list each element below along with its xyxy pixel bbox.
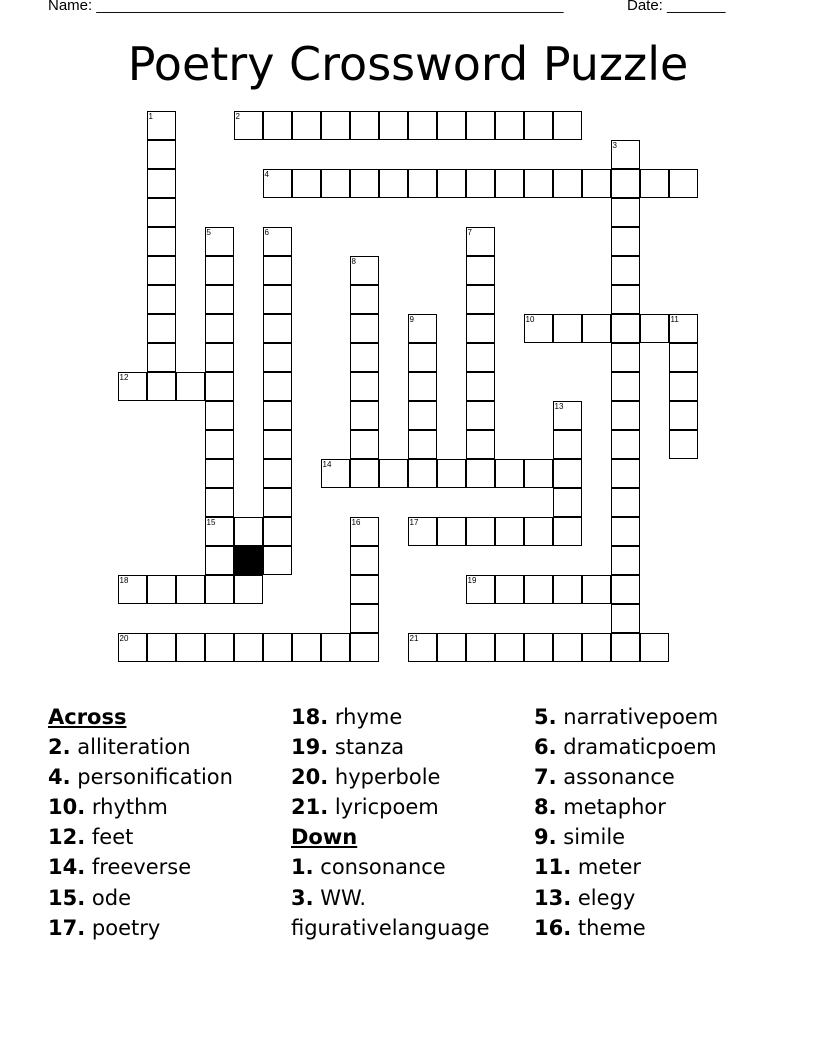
grid-cell[interactable] — [582, 633, 611, 662]
grid-cell[interactable] — [350, 343, 379, 372]
grid-cell[interactable] — [669, 169, 698, 198]
grid-cell[interactable] — [350, 459, 379, 488]
clue-item-number: 14. — [48, 855, 86, 880]
clue-number: 13 — [554, 401, 564, 411]
clue-number: 21 — [409, 633, 419, 643]
grid-cell[interactable] — [408, 314, 437, 343]
clue-item-answer: assonance — [563, 765, 675, 790]
clue-number: 8 — [351, 256, 356, 266]
clue-item-answer: simile — [563, 825, 626, 850]
clue-item-answer: metaphor — [563, 795, 666, 820]
grid-cell[interactable] — [611, 430, 640, 459]
clue-number: 6 — [264, 227, 269, 237]
grid-cell[interactable] — [466, 169, 495, 198]
grid-cell[interactable] — [524, 575, 553, 604]
grid-cell[interactable] — [205, 517, 234, 546]
grid-cell[interactable] — [350, 517, 379, 546]
grid-cell[interactable] — [553, 169, 582, 198]
grid-cell[interactable] — [147, 256, 176, 285]
grid-cell[interactable] — [611, 169, 640, 198]
grid-cell[interactable] — [553, 517, 582, 546]
grid-cell[interactable] — [321, 633, 350, 662]
grid-cell[interactable] — [205, 256, 234, 285]
grid-cell[interactable] — [582, 169, 611, 198]
grid-cell[interactable] — [234, 575, 263, 604]
grid-cell[interactable] — [437, 111, 466, 140]
grid-cell[interactable] — [147, 140, 176, 169]
clue-item — [534, 762, 718, 792]
grid-cell[interactable] — [321, 111, 350, 140]
clue-number: 10 — [525, 314, 535, 324]
grid-cell[interactable] — [466, 372, 495, 401]
grid-cell[interactable] — [408, 517, 437, 546]
clue-item-number: 13. — [534, 885, 572, 910]
grid-cell[interactable] — [263, 430, 292, 459]
clue-item-answer: elegy — [577, 885, 636, 910]
clue-item-answer: feet — [91, 825, 134, 850]
clue-item — [534, 883, 718, 913]
clue-item-answer: figurativelanguage — [291, 915, 490, 940]
grid-cell[interactable] — [611, 198, 640, 227]
grid-cell[interactable] — [524, 111, 553, 140]
clue-number: 1 — [148, 111, 153, 121]
grid-cell[interactable] — [118, 372, 147, 401]
grid-cell[interactable] — [263, 343, 292, 372]
grid-cell[interactable] — [263, 169, 292, 198]
clue-number: 5 — [206, 227, 211, 237]
clue-item-answer: lyricpoem — [334, 795, 439, 820]
grid-cell[interactable] — [147, 285, 176, 314]
grid-cell[interactable] — [263, 111, 292, 140]
grid-cell[interactable] — [524, 314, 553, 343]
clue-heading: Across — [48, 705, 127, 729]
clue-item — [48, 762, 233, 792]
grid-cell[interactable] — [408, 372, 437, 401]
grid-cell[interactable] — [582, 314, 611, 343]
grid-cell[interactable] — [611, 575, 640, 604]
grid-cell[interactable] — [611, 604, 640, 633]
grid-cell[interactable] — [205, 372, 234, 401]
grid-cell[interactable] — [669, 343, 698, 372]
grid-cell[interactable] — [611, 401, 640, 430]
grid-cell[interactable] — [611, 314, 640, 343]
grid-cell[interactable] — [205, 314, 234, 343]
grid-cell[interactable] — [350, 372, 379, 401]
clue-item-number: 6. — [534, 735, 557, 760]
grid-cell[interactable] — [408, 111, 437, 140]
clue-number: 3 — [612, 140, 617, 150]
grid-cell[interactable] — [205, 575, 234, 604]
clue-item-number: 1. — [291, 855, 314, 880]
grid-cell[interactable] — [205, 488, 234, 517]
date-field-label: Date: _______ — [627, 0, 726, 14]
grid-cell[interactable] — [176, 372, 205, 401]
clue-number: 12 — [119, 372, 129, 382]
clue-number: 14 — [322, 459, 332, 469]
clue-item-number: 12. — [48, 825, 86, 850]
clue-item-answer: personification — [77, 765, 233, 790]
grid-cell[interactable] — [263, 285, 292, 314]
grid-cell[interactable] — [611, 459, 640, 488]
clue-item-number: 18. — [291, 705, 329, 729]
grid-cell[interactable] — [437, 633, 466, 662]
grid-cell[interactable] — [466, 227, 495, 256]
grid-cell[interactable] — [350, 633, 379, 662]
grid-cell[interactable] — [205, 430, 234, 459]
clue-item — [291, 852, 490, 882]
grid-cell[interactable] — [147, 372, 176, 401]
grid-cell[interactable] — [466, 314, 495, 343]
grid-cell[interactable] — [611, 285, 640, 314]
grid-cell[interactable] — [611, 546, 640, 575]
clue-number: 9 — [409, 314, 414, 324]
grid-cell[interactable] — [350, 314, 379, 343]
grid-cell[interactable] — [495, 459, 524, 488]
grid-cell[interactable] — [205, 401, 234, 430]
grid-cell[interactable] — [437, 459, 466, 488]
grid-cell[interactable] — [205, 633, 234, 662]
grid-cell[interactable] — [350, 604, 379, 633]
clue-heading: Down — [291, 825, 358, 850]
clue-item-answer: meter — [577, 855, 642, 880]
grid-cell[interactable] — [408, 169, 437, 198]
grid-cell[interactable] — [466, 633, 495, 662]
grid-cell[interactable] — [321, 169, 350, 198]
grid-cell[interactable] — [553, 575, 582, 604]
grid-cell[interactable] — [263, 633, 292, 662]
grid-cell[interactable] — [611, 256, 640, 285]
clue-column-3 — [534, 702, 718, 943]
grid-cell[interactable] — [495, 111, 524, 140]
grid-cell[interactable] — [466, 111, 495, 140]
clue-number: 7 — [467, 227, 472, 237]
grid-cell[interactable] — [437, 169, 466, 198]
clue-item-answer: hyperbole — [334, 765, 441, 790]
grid-cell[interactable] — [582, 575, 611, 604]
grid-cell[interactable] — [292, 111, 321, 140]
grid-cell[interactable] — [379, 111, 408, 140]
grid-cell[interactable] — [263, 256, 292, 285]
clue-item-number: 17. — [48, 915, 86, 940]
grid-cell[interactable] — [176, 575, 205, 604]
grid-cell[interactable] — [147, 169, 176, 198]
grid-cell[interactable] — [147, 227, 176, 256]
grid-cell[interactable] — [379, 459, 408, 488]
clue-item — [534, 702, 718, 732]
grid-cell[interactable] — [263, 401, 292, 430]
clue-item-answer: alliteration — [77, 735, 191, 760]
grid-cell[interactable] — [611, 343, 640, 372]
grid-cell[interactable] — [466, 285, 495, 314]
clue-number: 17 — [409, 517, 419, 527]
clue-item — [534, 913, 718, 943]
grid-cell[interactable] — [408, 430, 437, 459]
clue-item — [534, 852, 718, 882]
grid-cell[interactable] — [437, 517, 466, 546]
clue-item-answer: ode — [91, 885, 131, 910]
clue-number: 15 — [206, 517, 216, 527]
grid-cell[interactable] — [524, 169, 553, 198]
grid-cell[interactable] — [408, 343, 437, 372]
clue-item-number: 19. — [291, 735, 329, 760]
clue-item-number: 15. — [48, 885, 86, 910]
grid-cell[interactable] — [611, 227, 640, 256]
grid-cell[interactable] — [147, 198, 176, 227]
grid-cell[interactable] — [234, 517, 263, 546]
grid-cell[interactable] — [669, 372, 698, 401]
grid-cell[interactable] — [553, 459, 582, 488]
clue-item-answer: rhyme — [334, 705, 403, 729]
grid-cell[interactable] — [147, 575, 176, 604]
grid-cell[interactable] — [263, 314, 292, 343]
grid-cell[interactable] — [350, 575, 379, 604]
clue-item-answer: consonance — [320, 855, 446, 880]
grid-cell[interactable] — [640, 169, 669, 198]
grid-cell[interactable] — [524, 633, 553, 662]
grid-cell[interactable] — [205, 459, 234, 488]
clue-item-number: 3. — [291, 885, 314, 910]
clue-item-number: 9. — [534, 825, 557, 850]
clue-number: 18 — [119, 575, 129, 585]
grid-cell[interactable] — [147, 111, 176, 140]
page-title: Poetry Crossword Puzzle — [127, 37, 689, 91]
clue-item — [534, 792, 718, 822]
grid-cell[interactable] — [611, 372, 640, 401]
grid-cell[interactable] — [553, 401, 582, 430]
grid-cell[interactable] — [611, 517, 640, 546]
clue-item-number: 8. — [534, 795, 557, 820]
clue-item-number: 7. — [534, 765, 557, 790]
grid-cell[interactable] — [553, 111, 582, 140]
grid-cell[interactable] — [466, 517, 495, 546]
clue-item — [534, 822, 718, 852]
clue-item — [291, 702, 490, 732]
grid-cell[interactable] — [495, 633, 524, 662]
grid-cell[interactable] — [495, 517, 524, 546]
clue-number: 4 — [264, 169, 269, 179]
grid-cell[interactable] — [350, 546, 379, 575]
clue-item-answer: poetry — [91, 915, 161, 940]
grid-cell[interactable] — [263, 372, 292, 401]
clue-number: 20 — [119, 633, 129, 643]
grid-cell[interactable] — [466, 256, 495, 285]
clue-item-number: 4. — [48, 765, 71, 790]
grid-cell[interactable] — [147, 314, 176, 343]
grid-cell[interactable] — [669, 401, 698, 430]
clue-item-number: 16. — [534, 915, 572, 940]
clue-item-answer: dramaticpoem — [563, 735, 717, 760]
grid-cell[interactable] — [553, 430, 582, 459]
clue-number: 11 — [670, 314, 679, 324]
grid-cell[interactable] — [524, 517, 553, 546]
grid-cell[interactable] — [350, 401, 379, 430]
grid-cell[interactable] — [118, 633, 147, 662]
grid-cell[interactable] — [147, 343, 176, 372]
grid-cell[interactable] — [466, 401, 495, 430]
clue-item — [48, 852, 233, 882]
grid-cell[interactable] — [553, 314, 582, 343]
clue-item — [291, 913, 490, 943]
grid-cell[interactable] — [350, 169, 379, 198]
clue-item — [48, 883, 233, 913]
grid-cell[interactable] — [611, 140, 640, 169]
clue-column-2 — [291, 702, 490, 943]
grid-cell[interactable] — [669, 314, 698, 343]
clue-item — [48, 792, 233, 822]
grid-cell[interactable] — [640, 314, 669, 343]
clue-number: 16 — [351, 517, 361, 527]
grid-cell[interactable] — [147, 633, 176, 662]
clue-item-answer: narrativepoem — [563, 705, 719, 729]
grid-cell[interactable] — [379, 169, 408, 198]
grid-cell[interactable] — [263, 546, 292, 575]
grid-cell[interactable] — [350, 256, 379, 285]
clue-number: 19 — [467, 575, 477, 585]
clue-item-number: 11. — [534, 855, 572, 880]
clue-column-1 — [48, 702, 233, 943]
clue-item — [534, 732, 718, 762]
grid-block-cell — [234, 546, 263, 575]
grid-cell[interactable] — [292, 169, 321, 198]
grid-cell[interactable] — [495, 575, 524, 604]
clue-item-number: 2. — [48, 735, 71, 760]
grid-cell[interactable] — [292, 633, 321, 662]
grid-cell[interactable] — [466, 459, 495, 488]
grid-cell[interactable] — [263, 488, 292, 517]
grid-cell[interactable] — [553, 488, 582, 517]
grid-cell[interactable] — [321, 459, 350, 488]
clue-item-answer: freeverse — [91, 855, 192, 880]
grid-cell[interactable] — [466, 575, 495, 604]
clue-number: 2 — [235, 111, 240, 121]
clue-item-answer: stanza — [334, 735, 405, 760]
clue-item — [291, 762, 490, 792]
clue-item-answer: theme — [577, 915, 646, 940]
grid-cell[interactable] — [263, 227, 292, 256]
grid-cell[interactable] — [611, 633, 640, 662]
grid-cell[interactable] — [263, 459, 292, 488]
clue-item-number: 10. — [48, 795, 86, 820]
grid-cell[interactable] — [466, 430, 495, 459]
grid-cell[interactable] — [263, 517, 292, 546]
grid-cell[interactable] — [669, 430, 698, 459]
grid-cell[interactable] — [350, 111, 379, 140]
grid-cell[interactable] — [408, 401, 437, 430]
clue-item-answer: rhythm — [91, 795, 168, 820]
clue-item-number: 21. — [291, 795, 329, 820]
grid-cell[interactable] — [350, 430, 379, 459]
grid-cell[interactable] — [176, 633, 205, 662]
clue-item — [291, 792, 490, 822]
grid-cell[interactable] — [553, 633, 582, 662]
clue-item — [48, 822, 233, 852]
grid-cell[interactable] — [611, 488, 640, 517]
grid-cell[interactable] — [234, 633, 263, 662]
grid-cell[interactable] — [408, 633, 437, 662]
grid-cell[interactable] — [205, 285, 234, 314]
clue-item-number: 20. — [291, 765, 329, 790]
grid-cell[interactable] — [205, 227, 234, 256]
grid-cell[interactable] — [495, 169, 524, 198]
grid-cell[interactable] — [350, 285, 379, 314]
grid-cell[interactable] — [234, 111, 263, 140]
grid-cell[interactable] — [466, 343, 495, 372]
clue-item — [291, 732, 490, 762]
grid-cell[interactable] — [118, 575, 147, 604]
clue-item — [48, 732, 233, 762]
grid-cell[interactable] — [640, 633, 669, 662]
grid-cell[interactable] — [205, 343, 234, 372]
name-field-label: Name: ________________________________________________________ — [48, 0, 564, 14]
clue-item — [291, 883, 490, 913]
grid-cell[interactable] — [524, 459, 553, 488]
grid-cell[interactable] — [408, 459, 437, 488]
clue-item-number: 5. — [534, 705, 557, 729]
grid-cell[interactable] — [205, 546, 234, 575]
clue-item-answer: WW. — [320, 885, 367, 910]
clue-item — [48, 913, 233, 943]
